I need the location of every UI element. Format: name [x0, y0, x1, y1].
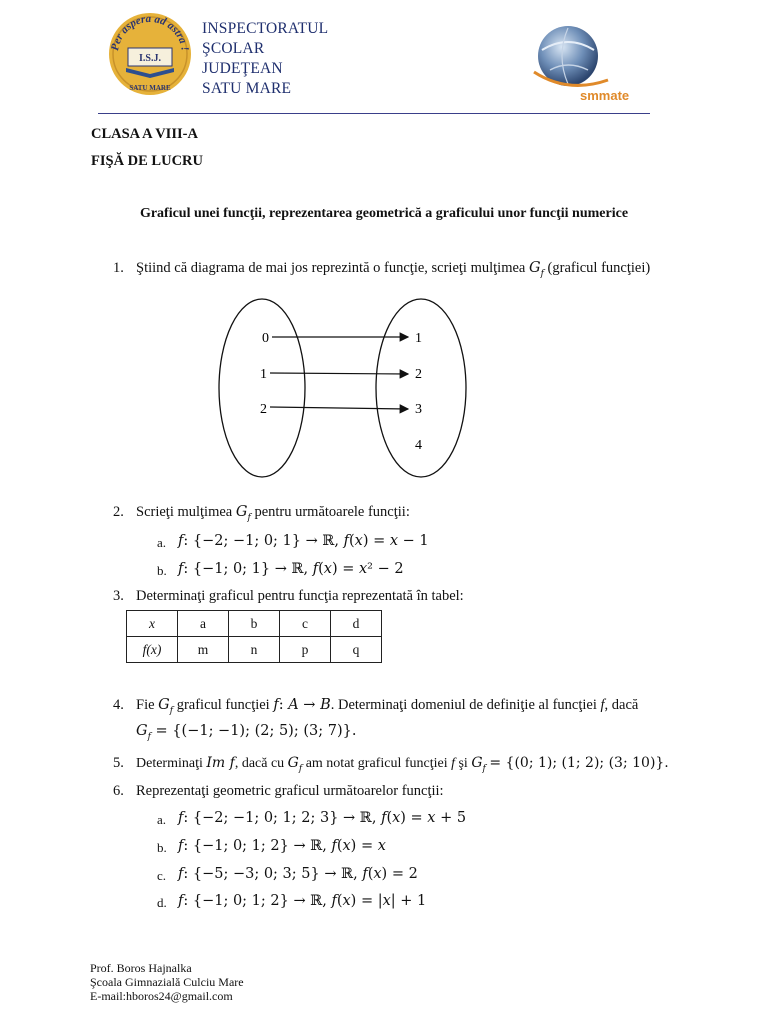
author-name: Prof. Boros Hajnalka [90, 961, 192, 975]
question-5 [0, 755, 768, 775]
q4-text-c: . Determinaţi domeniul de definiţie al funcţiei [330, 697, 597, 713]
q2-text-b: pentru următoarele funcţii: [254, 504, 410, 520]
q6-item-expr: 𝑓: {−1; 0; 1; 2} → ℝ, 𝑓(𝑥) = 𝑥 [178, 838, 386, 854]
table-row [127, 637, 382, 663]
question-3 [0, 588, 768, 608]
q4-graph-set [0, 723, 768, 743]
q1-text-b: (graficul funcţiei) [547, 260, 651, 276]
q6-item-label: a. [157, 812, 167, 827]
q6-item [0, 810, 768, 830]
codomain-value: 1 [415, 331, 422, 346]
q2-gf-symbol: $G_f$ [235, 504, 251, 523]
q2-item [0, 533, 768, 553]
q4-text-b: graficul funcţiei [176, 697, 270, 713]
q6-item [0, 838, 768, 858]
logo-motto: Per aspera ad astra ! [109, 12, 191, 52]
smmate-label: smmate [580, 88, 630, 103]
q6-text: Reprezentaţi geometric graficul următoarelor funcţii: [136, 783, 444, 799]
q6-item-expr: 𝑓: {−1; 0; 1; 2} → ℝ, 𝑓(𝑥) = |𝑥| + 1 [178, 893, 427, 909]
table-row [127, 611, 382, 637]
q4-function-signature: f [273, 697, 279, 713]
mapping-diagram [218, 296, 472, 480]
q4-text-a: Fie [136, 697, 155, 713]
table-cell: a [178, 611, 229, 637]
q5-im-f: Im f [206, 755, 235, 771]
table-cell: p [280, 637, 331, 663]
q3-text: Determinaţi graficul pentru funcţia reprezentată în tabel: [136, 588, 464, 604]
q6-item [0, 866, 768, 886]
q6-item-label: d. [157, 895, 167, 910]
logo-place: SATU MARE [129, 84, 171, 92]
codomain-value: 4 [415, 438, 422, 453]
q4-number: 4. [113, 697, 124, 713]
q2-number: 2. [113, 504, 124, 520]
q5-f-symbol: f [451, 756, 455, 771]
q2-text-a: Scrieţi mulţimea [136, 504, 233, 520]
smmate-logo [528, 20, 632, 106]
domain-value: 0 [262, 331, 269, 346]
q5-text-d: şi [458, 756, 468, 771]
q5-set: = {(0; 1); (1; 2); (3; 10)}. [489, 755, 669, 771]
q5-text-c: am notat graficul funcţiei [305, 756, 448, 771]
function-value-table [126, 610, 382, 663]
table-cell: b [229, 611, 280, 637]
q6-item-label: b. [157, 840, 167, 855]
school-name: Şcoala Gimnazială Culciu Mare [90, 975, 244, 989]
q2-item-label: a. [157, 535, 167, 550]
q1-gf-symbol: $G_f$ [528, 260, 544, 279]
domain-ellipse [219, 299, 305, 477]
author-footer [90, 961, 244, 1003]
header-divider [98, 113, 650, 114]
org-name [202, 19, 328, 99]
q4-f-symbol: f [600, 697, 605, 713]
q6-item-expr: 𝑓: {−2; −1; 0; 1; 2; 3} → ℝ, 𝑓(𝑥) = 𝑥 + 5 [178, 810, 467, 826]
org-line-1: INSPECTORATUL [202, 20, 329, 37]
q1-text-a: Ştiind că diagrama de mai jos reprezintă o funcţie, scrieţi mulţimea [136, 260, 526, 276]
q1-number: 1. [113, 260, 124, 276]
q5-number: 5. [113, 755, 124, 771]
codomain-value: 2 [415, 367, 422, 382]
q6-item-label: c. [157, 868, 167, 883]
table-cell: d [331, 611, 382, 637]
q4-gf-symbol-2: $G_f$ [136, 723, 151, 742]
q5-text-b: , dacă cu [234, 756, 285, 771]
org-line-2: ŞCOLAR [202, 40, 265, 57]
mapping-arrow [270, 407, 408, 409]
q5-gf-symbol: $G_f$ [287, 755, 303, 774]
mapping-arrow [270, 373, 408, 374]
table-cell: q [331, 637, 382, 663]
q4-set: = {(−1; −1); (2; 5); (3; 7)}. [155, 723, 357, 739]
isj-logo [108, 8, 192, 100]
sheet-line: FIŞĂ DE LUCRU [91, 153, 203, 169]
question-6 [0, 783, 768, 803]
q4-gf-symbol: $G_f$ [158, 697, 174, 716]
q2-item [0, 561, 768, 581]
q5-gf-symbol-2: $G_f$ [471, 755, 486, 774]
org-line-4: SATU MARE [202, 80, 292, 97]
table-cell: m [178, 637, 229, 663]
question-1 [0, 260, 768, 280]
q2-item-expr: 𝑓: {−2; −1; 0; 1} → ℝ, 𝑓(𝑥) = 𝑥 − 1 [178, 533, 429, 549]
question-4: 4. Fie $G_f$ graficul funcţiei f: A → B. Determinaţi domeniul de definiţie al funcţiei f, dacă [113, 697, 639, 716]
table-cell: x [127, 611, 178, 637]
domain-value: 2 [260, 402, 267, 417]
q3-number: 3. [113, 588, 124, 604]
q6-item-expr: 𝑓: {−5; −3; 0; 3; 5} → ℝ, 𝑓(𝑥) = 2 [178, 866, 418, 882]
worksheet-title: Graficul unei funcţii, reprezentarea geometrică a graficului unor funcţii numerice [139, 206, 629, 221]
q2-item-label: b. [157, 563, 167, 578]
q5-text-a: Determinaţi [136, 756, 203, 771]
org-line-3: JUDEŢEAN [202, 60, 283, 77]
q2-item-expr: 𝑓: {−1; 0; 1} → ℝ, 𝑓(𝑥) = 𝑥² − 2 [178, 561, 404, 577]
domain-value: 1 [260, 367, 267, 382]
author-email: E-mail:hboros24@gmail.com [90, 989, 233, 1003]
table-cell: c [280, 611, 331, 637]
q6-number: 6. [113, 783, 124, 799]
class-line: CLASA A VIII-A [91, 126, 198, 142]
q6-item [0, 893, 768, 913]
q4-text-d: dacă [611, 697, 639, 713]
logo-initials: I.S.J. [139, 53, 161, 64]
question-2 [0, 504, 768, 524]
table-cell: f(x) [127, 637, 178, 663]
table-cell: n [229, 637, 280, 663]
codomain-value: 3 [415, 402, 422, 417]
